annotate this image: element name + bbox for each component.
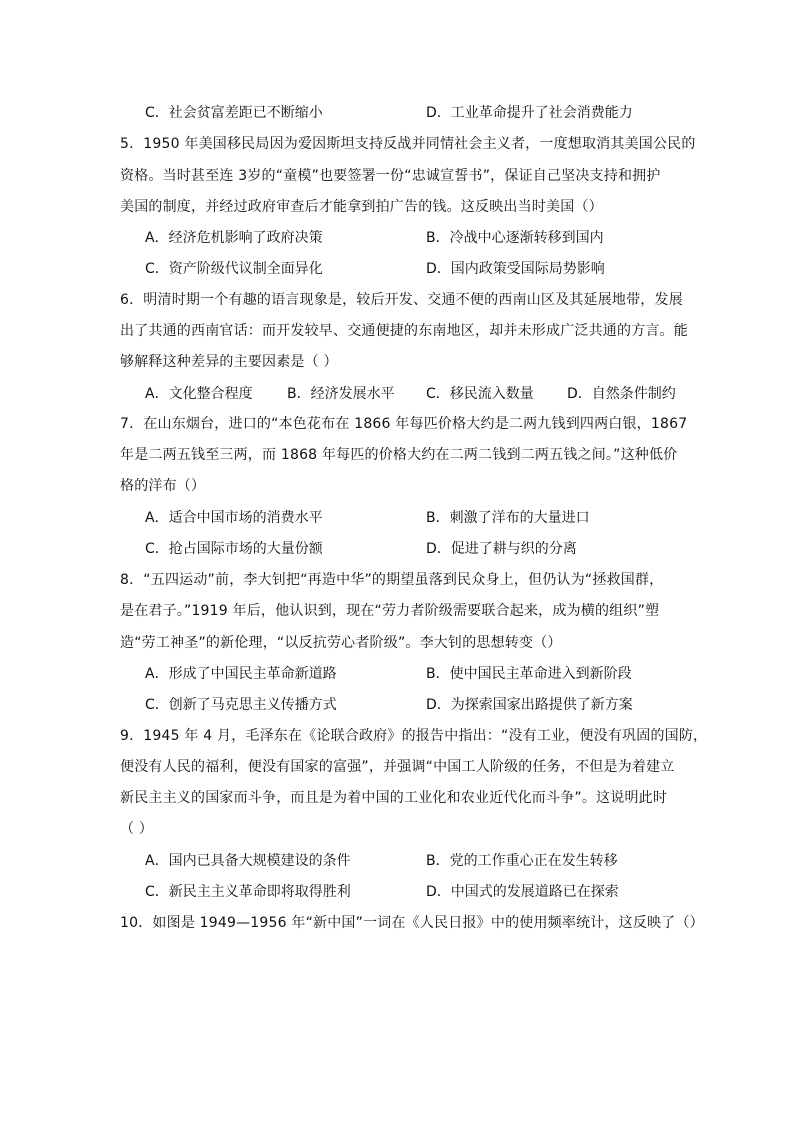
q9-option-c: C．新民主主义革命即将取得胜利 <box>145 884 351 900</box>
q9-stem-line-4: （ ） <box>120 821 154 837</box>
q6-option-a: A．文化整合程度 <box>145 386 253 402</box>
q10-stem-line-1: 10．如图是 1949—1956 年“新中国”一词在《人民日报》中的使用频率统计，这反映了（） <box>120 915 704 931</box>
q5-option-a: A．经济危机影响了政府决策 <box>145 230 323 246</box>
q5-option-b: B．冷战中心逐渐转移到国内 <box>426 230 604 246</box>
q5-stem-line-2: 资格。当时甚至连 3岁的“童模”也要签署一份“忠诚宣誓书”，保证自己坚决支持和拥护 <box>120 168 661 184</box>
q8-stem-line-3: 造“劳工神圣”的新伦理，“以反抗劳心者阶级”。李大钊的思想转变（） <box>120 635 562 651</box>
q9-stem-line-1: 9．1945 年 4 月，毛泽东在《论联合政府》的报告中指出：“没有工业，便没有巩固的国防， <box>120 728 708 744</box>
q6-stem-line-2: 出了共通的西南官话：而开发较早、交通便捷的东南地区，却并未形成广泛共通的方言。能 <box>120 323 688 339</box>
q8-option-b: B．使中国民主革命进入到新阶段 <box>426 666 632 682</box>
q5-option-c: C．资产阶级代议制全面异化 <box>145 261 323 277</box>
q5-stem-line-3: 美国的制度，并经过政府审查后才能拿到拍广告的钱。这反映出当时美国（） <box>120 199 603 215</box>
q4-option-c: C．社会贫富差距已不断缩小 <box>145 105 323 121</box>
q8-option-a: A．形成了中国民主革命新道路 <box>145 666 337 682</box>
q9-option-b: B．党的工作重心正在发生转移 <box>426 853 618 869</box>
q6-option-c: C．移民流入数量 <box>426 386 534 402</box>
q8-option-d: D．为探索国家出路提供了新方案 <box>426 697 633 713</box>
q6-option-d: D．自然条件制约 <box>567 386 676 402</box>
q7-option-d: D．促进了耕与织的分离 <box>426 541 577 557</box>
q4-option-d: D．工业革命提升了社会消费能力 <box>426 105 633 121</box>
q6-stem-line-3: 够解释这种差异的主要因素是（ ） <box>120 354 338 370</box>
q9-option-a: A．国内已具备大规模建设的条件 <box>145 853 351 869</box>
q6-option-b: B．经济发展水平 <box>287 386 395 402</box>
q7-option-c: C．抢占国际市场的大量份额 <box>145 541 323 557</box>
q7-option-b: B．刺激了洋布的大量进口 <box>426 510 590 526</box>
q9-stem-line-3: 新民主主义的国家而斗争，而且是为着中国的工业化和农业近代化而斗争”。这说明此时 <box>120 790 668 806</box>
q6-stem-line-1: 6．明清时期一个有趣的语言现象是，较后开发、交通不便的西南山区及其延展地带，发展 <box>120 292 683 308</box>
q8-option-c: C．创新了马克思主义传播方式 <box>145 697 337 713</box>
q7-stem-line-1: 7．在山东烟台，进口的“本色花布在 1866 年每匹价格大约是二两九钱到四两白银，1867 <box>120 416 688 432</box>
q8-stem-line-2: 是在君子。”1919 年后，他认识到，现在“劳力者阶级需要联合起来，成为横的组织”塑 <box>120 603 660 619</box>
q7-stem-line-2: 年是二两五钱至三两，而 1868 年每匹的价格大约在二两二钱到二两五钱之间。”这种低价 <box>120 447 678 463</box>
q7-stem-line-3: 格的洋布（） <box>120 478 206 494</box>
q5-option-d: D．国内政策受国际局势影响 <box>426 261 605 277</box>
q8-stem-line-1: 8．“五四运动”前，李大钊把“再造中华”的期望虽落到民众身上，但仍认为“拯救国群， <box>120 572 664 588</box>
q7-option-a: A．适合中国市场的消费水平 <box>145 510 323 526</box>
q9-stem-line-2: 便没有人民的福利，便没有国家的富强”，并强调“中国工人阶级的任务，不但是为着建立 <box>120 759 675 775</box>
q5-stem-line-1: 5．1950 年美国移民局因为爱因斯坦支持反战并同情社会主义者，一度想取消其美国公民的 <box>120 136 696 152</box>
q9-option-d: D．中国式的发展道路已在探索 <box>426 884 619 900</box>
